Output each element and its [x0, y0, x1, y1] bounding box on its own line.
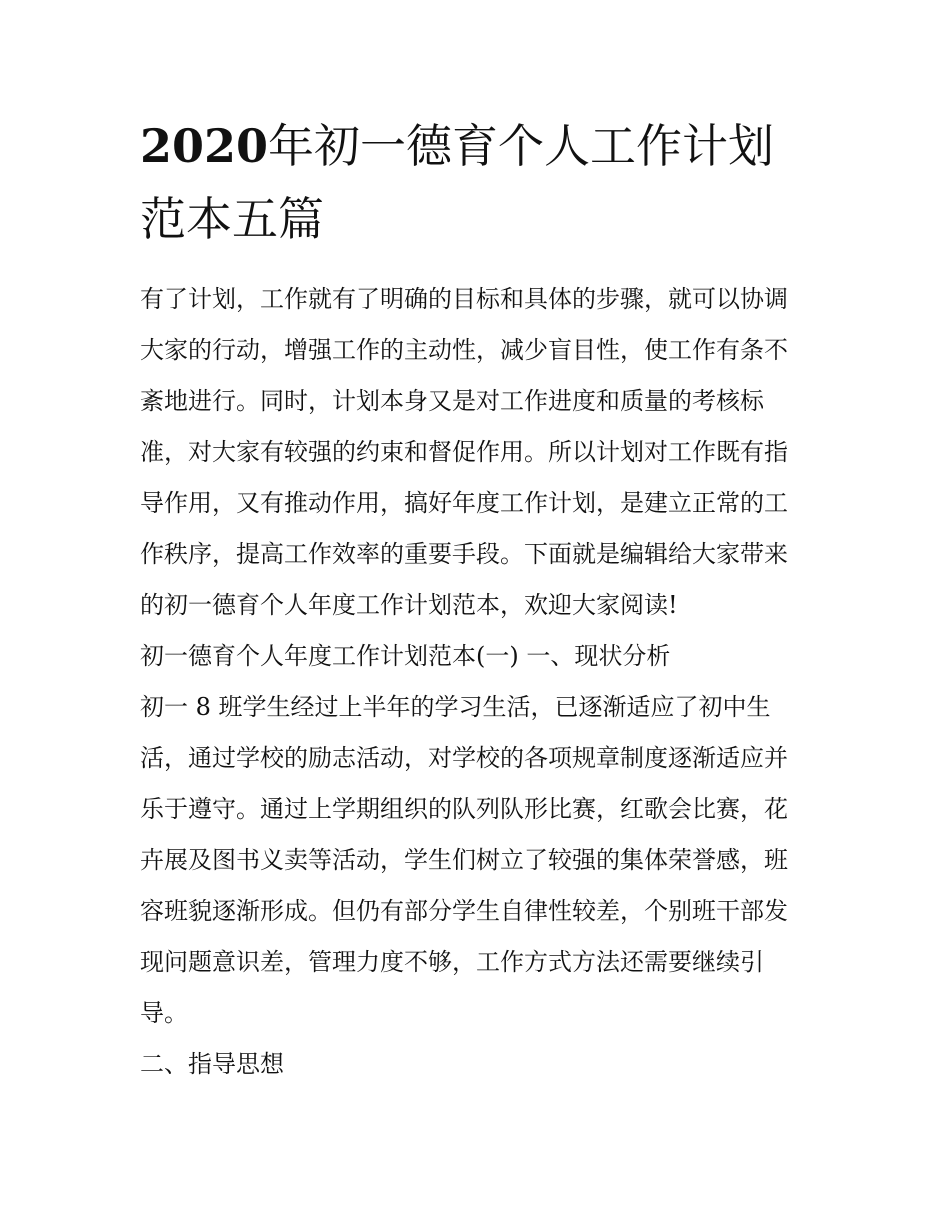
title-line-1	[140, 110, 830, 183]
title-line-1-text: 年初一德育个人工作计划	[268, 119, 775, 173]
analysis-line: 卉展及图书义卖等活动，学生们树立了较强的集体荣誉感，班	[140, 846, 788, 874]
title-year: 2020	[140, 119, 269, 173]
intro-line: 有了计划，工作就有了明确的目标和具体的步骤，就可以协调	[140, 285, 788, 313]
section-heading: 初一德育个人年度工作计划范本(一) 一、现状分析	[140, 642, 671, 670]
intro-line: 的初一德育个人年度工作计划范本，欢迎大家阅读!	[140, 591, 678, 619]
analysis-line: 活，通过学校的励志活动，对学校的各项规章制度逐渐适应并	[140, 744, 788, 772]
intro-line: 大家的行动，增强工作的主动性，减少盲目性，使工作有条不	[140, 336, 788, 364]
analysis-line: 初一 8 班学生经过上半年的学习生活，已逐渐适应了初中生	[140, 693, 771, 721]
analysis-line: 乐于遵守。通过上学期组织的队列队形比赛，红歌会比赛，花	[140, 795, 788, 823]
document-title	[140, 110, 830, 256]
intro-line: 紊地进行。同时，计划本身又是对工作进度和质量的考核标	[140, 387, 764, 415]
intro-line: 作秩序，提高工作效率的重要手段。下面就是编辑给大家带来	[140, 540, 788, 568]
intro-line: 准，对大家有较强的约束和督促作用。所以计划对工作既有指	[140, 438, 788, 466]
analysis-line: 容班貌逐渐形成。但仍有部分学生自律性较差，个别班干部发	[140, 897, 788, 925]
intro-line: 导作用，又有推动作用，搞好年度工作计划，是建立正常的工	[140, 489, 788, 517]
analysis-line: 现问题意识差，管理力度不够，工作方式方法还需要继续引	[140, 948, 764, 976]
analysis-line: 导。	[140, 999, 188, 1027]
title-line-2: 范本五篇	[140, 192, 324, 246]
subheading-guiding-ideology: 二、指导思想	[140, 1050, 284, 1078]
document-body	[140, 274, 830, 1090]
